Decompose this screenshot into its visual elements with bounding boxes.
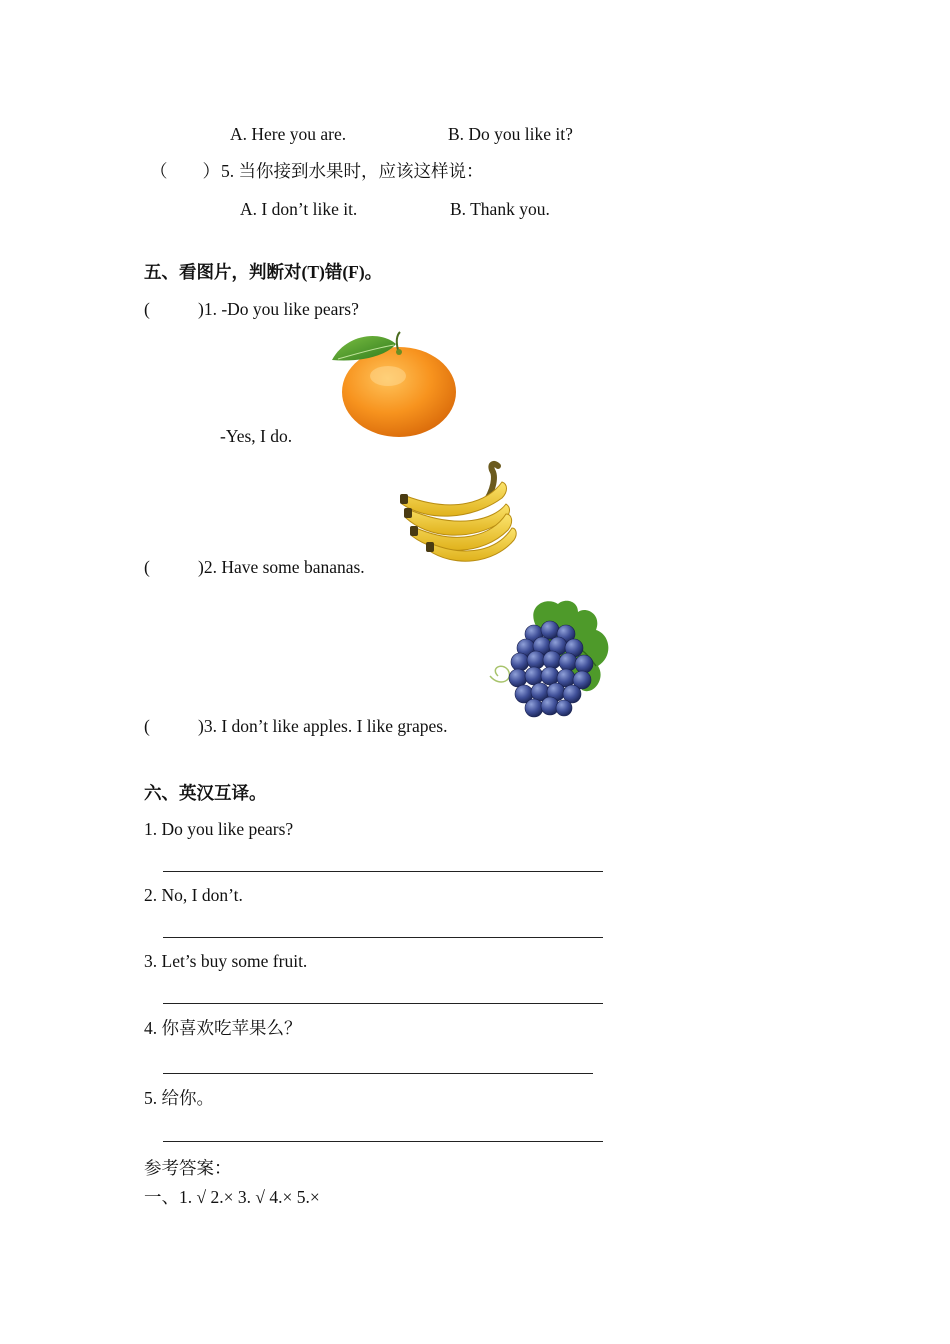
grapes-image [486,596,618,720]
section6-item2-prompt: 2. No, I don’t. [144,885,243,905]
section5-heading: 五、看图片，判断对(T)错(F)。 [144,262,383,282]
q4-item4-option-b: B. Do you like it? [448,124,573,144]
section5-item3-paren: ( [144,716,150,736]
section5-item3-question: )3. I don’t like apples. I like grapes. [198,716,448,736]
section6-item3-prompt: 3. Let’s buy some fruit. [144,951,308,971]
section6-item4-answer-line[interactable] [163,1073,593,1074]
answers-line1: 一、1. √ 2.× 3. √ 4.× 5.× [144,1187,320,1207]
section5-item2-paren: ( [144,557,150,577]
q4-item5-text: 5. 当你接到水果时，应该这样说： [221,161,484,181]
answers-heading: 参考答案： [144,1158,232,1178]
q4-item4-option-a: A. Here you are. [230,124,347,144]
section5-item1-question: )1. -Do you like pears? [198,299,359,319]
section6-item5-prompt: 5. 给你。 [144,1088,214,1108]
bananas-image [398,460,522,572]
q4-item5-paren: （ ） [150,161,220,181]
orange-image [326,328,462,440]
section6-item1-answer-line[interactable] [163,871,603,872]
section6-item4-prompt: 4. 你喜欢吃苹果么？ [144,1018,302,1038]
section6-item2-answer-line[interactable] [163,937,603,938]
q4-item5-option-a: A. I don’t like it. [240,199,358,219]
section5-item2-question: )2. Have some bananas. [198,557,365,577]
section5-item1-answer: -Yes, I do. [220,426,293,446]
section5-item1-paren: ( [144,299,150,319]
section6-item3-answer-line[interactable] [163,1003,603,1004]
q4-item5-option-b: B. Thank you. [450,199,550,219]
section6-item5-answer-line[interactable] [163,1141,603,1142]
section6-heading: 六、英汉互译。 [144,783,267,803]
section6-item1-prompt: 1. Do you like pears? [144,819,294,839]
